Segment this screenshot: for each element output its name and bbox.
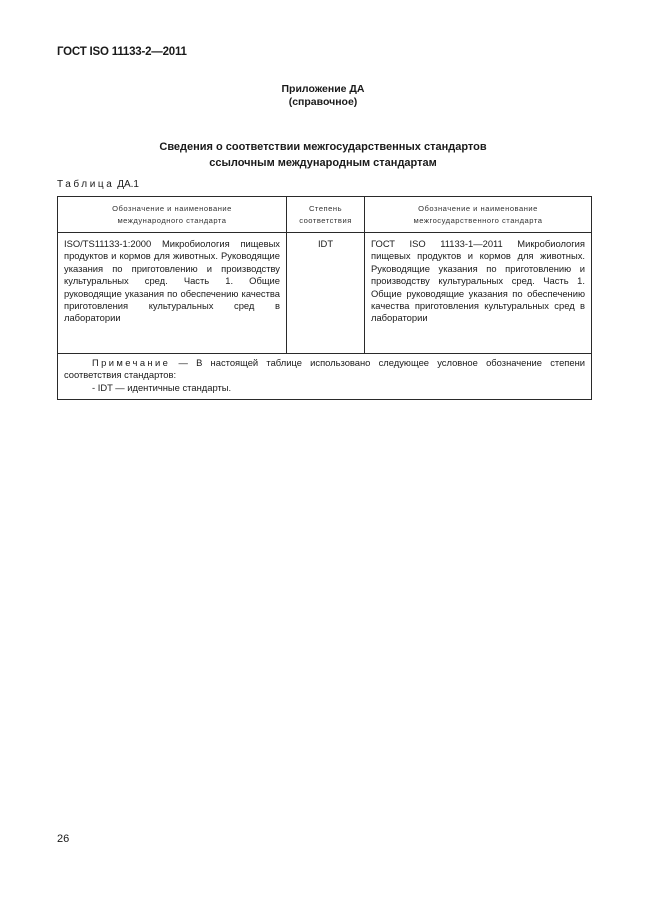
degree-cell: IDT	[287, 233, 365, 354]
column-header-line: Степень	[308, 203, 343, 213]
column-header-line: международного стандарта	[117, 215, 227, 225]
section-title-line1: Сведения о соответствии межгосударственных стандартов	[159, 141, 487, 153]
table-header-row	[58, 197, 592, 233]
column-header-line: Обозначение и наименование	[112, 203, 232, 213]
section-title	[0, 139, 646, 171]
note-body: — В настоящей таблице использовано следующее условное обозначение степени соответствия стандартов:	[64, 357, 585, 381]
column-header-line: межгосударственного стандарта	[413, 215, 543, 225]
table-caption-word: Таблица	[57, 179, 115, 190]
table-note-cell	[58, 354, 592, 400]
note-item: - IDT — идентичные стандарты.	[92, 381, 232, 393]
appendix-heading	[0, 83, 646, 109]
appendix-subtitle: (справочное)	[288, 96, 358, 108]
interstate-standard-cell: ГОСТ ISO 11133-1—2011 Микробиология пищевых продуктов и кормов для животных. Руководящие указания по приготовлению и производству культуральных сред. Часть 1. Общие руководящие указания по обеспечению качества приготовления культуральных сред в лаборатории	[365, 233, 592, 354]
note-text	[64, 357, 585, 382]
table-caption	[57, 179, 139, 190]
appendix-title: Приложение ДА	[281, 83, 365, 95]
section-title-line2: ссылочным международным стандартам	[209, 157, 437, 169]
page-number: 26	[57, 833, 70, 845]
table-row	[58, 233, 592, 354]
column-header-line: соответствия	[299, 215, 352, 225]
column-header-line: Обозначение и наименование	[418, 203, 538, 213]
correspondence-table	[57, 196, 592, 400]
table-note-row	[58, 354, 592, 400]
document-code-header: ГОСТ ISO 11133-2—2011	[57, 46, 187, 58]
international-standard-cell: ISO/TS11133-1:2000 Микробиология пищевых продуктов и кормов для животных. Руководящие указания по приготовлению и производству культуральных сред. Часть 1. Общие руководящие указания по обеспечению качества приготовления культуральных сред в лаборатории	[58, 233, 287, 354]
column-header-degree	[287, 197, 365, 233]
note-label: Примечание	[92, 357, 171, 368]
table-caption-id: ДА.1	[114, 179, 139, 190]
column-header-interstate	[365, 197, 592, 233]
column-header-international	[58, 197, 287, 233]
